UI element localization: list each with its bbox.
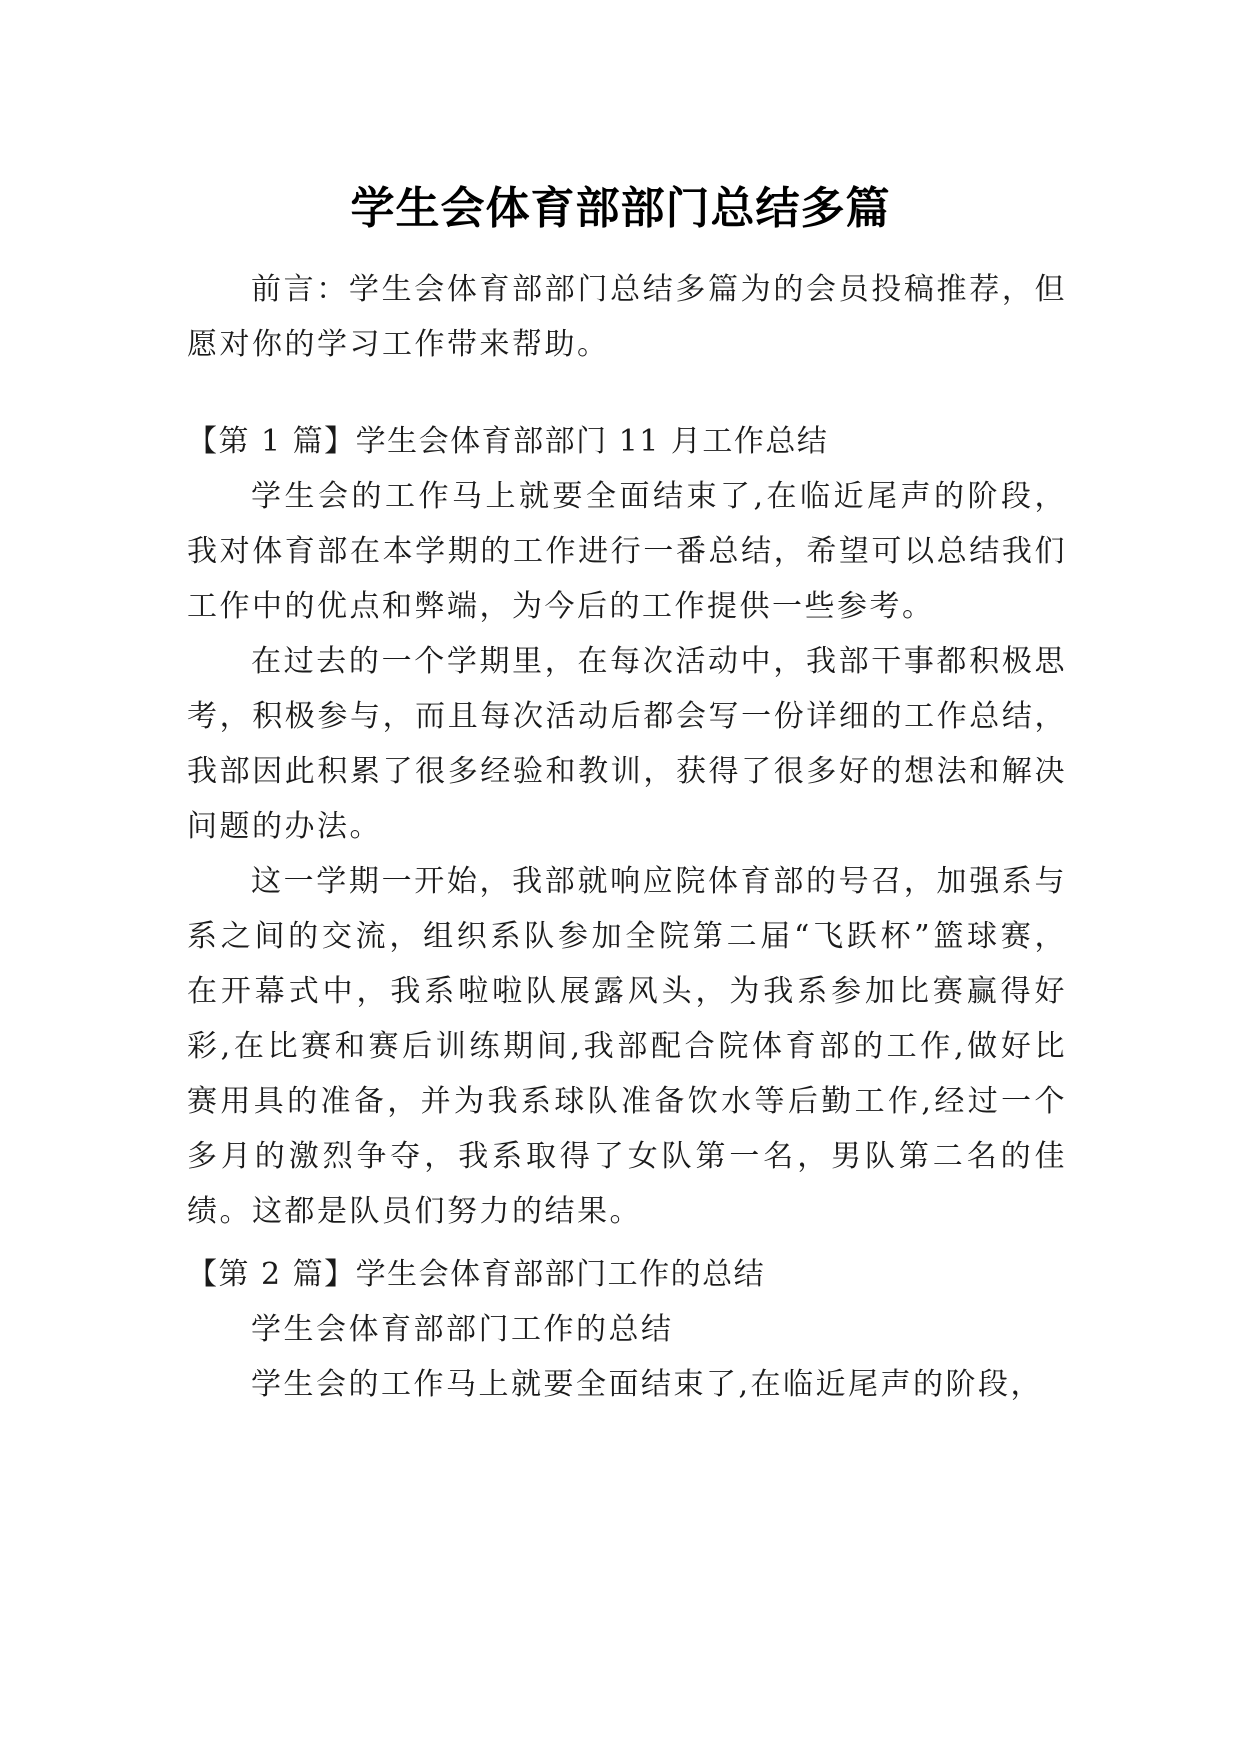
section-2-paragraph-1: 学生会体育部部门工作的总结 <box>251 1312 674 1347</box>
section-1-paragraph-3: 这一学期一开始，我部就响应院体育部的号召，加强系与系之间的交流，组织系队参加全院第二届“飞跃杯”篮球赛，在开幕式中，我系啦啦队展露风头，为我系参加比赛赢得好彩,在比赛和赛后训练期间,我部配合院体育部的工作,做好比赛用具的准备，并为我系球队准备饮水等后勤工作,经过一个多月的激烈争夺，我系取得了女队第一名，男队第二名的佳绩。这都是队员们努力的结果。 <box>187 864 1067 1229</box>
preface <box>187 262 1067 372</box>
section-2-heading: 【第 2 篇】学生会体育部部门工作的总结 <box>187 1257 766 1292</box>
section-1-paragraph-2: 在过去的一个学期里，在每次活动中，我部干事都积极思考，积极参与，而且每次活动后都会写一份详细的工作总结，我部因此积累了很多经验和教训，获得了很多好的想法和解决问题的办法。 <box>187 644 1067 844</box>
section-2-paragraph-2: 学生会的工作马上就要全面结束了,在临近尾声的阶段， <box>251 1367 1044 1402</box>
document-title: 学生会体育部部门总结多篇 <box>350 183 891 235</box>
section-1 <box>187 414 1067 1239</box>
preface-text: 前言：学生会体育部部门总结多篇为的会员投稿推荐，但愿对你的学习工作带来帮助。 <box>187 272 1067 362</box>
section-1-heading: 【第 1 篇】学生会体育部部门 11 月工作总结 <box>187 424 829 459</box>
section-1-paragraph-1: 学生会的工作马上就要全面结束了,在临近尾声的阶段，我对体育部在本学期的工作进行一番总结，希望可以总结我们工作中的优点和弊端，为今后的工作提供一些参考。 <box>187 479 1067 624</box>
section-2 <box>187 1247 1067 1412</box>
